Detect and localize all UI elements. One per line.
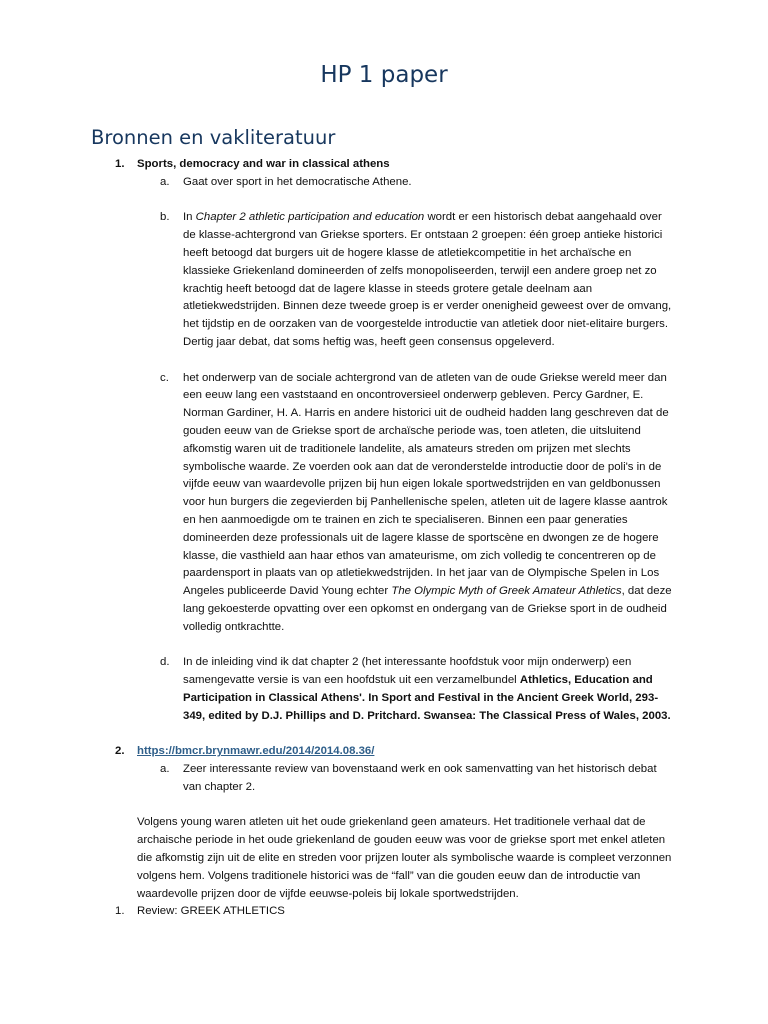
list-item-1 bbox=[0, 156, 768, 743]
book-title: The Olympic Myth of Greek Amateur Athletics bbox=[391, 585, 622, 598]
list-number: 1. bbox=[115, 905, 125, 918]
citation: Athletics, Education and Participation in Classical Athens'. In Sport and Festival in the Ancient Greek World, 293-349, edited by D.J. Phillips and D. Pritchard. Swansea: The Classical Press of Wales, 2003. bbox=[183, 674, 671, 722]
sub-letter: b. bbox=[160, 211, 170, 224]
sub-letter: a. bbox=[160, 175, 170, 188]
sub-text: Zeer interessante review van bovenstaand werk en ook samenvatting van het historisch debat van chapter 2. bbox=[183, 763, 657, 793]
sub-text: het onderwerp van de sociale achtergrond van de atleten van de oude Griekse wereld meer dan een eeuw lang een vaststaand en oncontroversieel onderwerp gebleven. Percy Gardner, E. Norman Gardiner, H. A. Harris en andere historici uit de oudheid hadden lang geschreven dat de gouden eeuw van de Griekse sport de archaïsche periode was, toen atleten, die uitsluitend afkomstig waren uit de traditionele landelite, als amateurs streden om prijzen met slechts symbolische waarde. Ze voerden ook aan dat de veronderstelde introductie door de poli's in de vijfde eeuw van waardevolle prijzen bij hun eigen lokale sportwedstrijden en van geldbonussen voor hun burgers die zegevierden bij Panhellenische spelen, atleten uit de lagere klasse aantrok en hen aanmoedigde om te trainen en zich te specialiseren. Binnen een paar generaties domineerden deze professionals uit de lagere klasse de sportscène en dwongen ze de hogere klasse, die vasthield aan haar ethos van amateurisme, om zich volledig te concentreren op de paardensport in plaats van op atletiekwedstrijden. In het jaar van de Olympische Spelen in Los Angeles publiceerde David Young echter The Olympic Myth of Greek Amateur Athletics, dat deze lang gekoesterde opvatting over een opkomst en ondergang van de Griekse sport in de oudheid volledig ontkrachtte. bbox=[183, 371, 672, 633]
summary-paragraph: Volgens young waren atleten uit het oude griekenland geen amateurs. Het traditionele verhaal dat de archaische periode in het oude griekenland de gouden eeuw was voor de griekse sport met enkel atleten die afkomstig zijn uit de elite en streden voor prijzen louter als symbolische waarde is compleet verzonnen volgens hem. Volgens traditionele historici was de “fall” van die gouden eeuw dan de introductie van waardevolle prijzen door de vijfde eeuwse-poleis bij lokale sportwedstrijden. bbox=[137, 816, 672, 900]
sub-letter: a. bbox=[160, 763, 170, 776]
sub-item-b bbox=[0, 209, 768, 351]
sub-item-d bbox=[0, 654, 768, 725]
list-item-2 bbox=[0, 743, 768, 903]
sub-text: In Chapter 2 athletic participation and education wordt er een historisch debat aangehaald over de klasse-achtergrond van Griekse sporters. Er ontstaan 2 groepen: één groep antieke historici heeft betoogd dat burgers uit de hogere klasse de atletiekcompetitie in het archaïsche en klassieke Griekenland domineerden of zelfs monopoliseerden, terwijl een andere groep net zo krachtig heeft betoogd dat de lagere klasse in steeds grotere getale deelnam aan atletiekwedstrijden. Binnen deze tweede groep is er verder onenigheid geweest over de omvang, het tijdstip en de oorzaken van de voorgestelde introductie van atletiek door niet-elitaire burgers. Dertig jaar debat, dat soms heftig was, heeft geen consensus opgeleverd. bbox=[183, 211, 672, 348]
sub-letter: d. bbox=[160, 656, 170, 669]
sub-letter: c. bbox=[160, 371, 169, 384]
source-title: Sports, democracy and war in classical athens bbox=[137, 158, 390, 170]
review-link[interactable]: https://bmcr.brynmawr.edu/2014/2014.08.36/ bbox=[137, 745, 375, 758]
sub-item-c bbox=[0, 370, 768, 637]
sub-text: Gaat over sport in het democratische Athene. bbox=[183, 175, 412, 188]
list-item-3 bbox=[0, 903, 768, 921]
review-title: Review: GREEK ATHLETICS bbox=[137, 905, 285, 918]
sub-text: In de inleiding vind ik dat chapter 2 (het interessante hoofdstuk voor mijn onderwerp) een samengevatte versie is van een hoofdstuk uit een verzamelbundel Athletics, Education and Participation in Classical Athens'. In Sport and Festival in the Ancient Greek World, 293-349, edited by D.J. Phillips and D. Pritchard. Swansea: The Classical Press of Wales, 2003. bbox=[183, 656, 671, 722]
section-heading: Bronnen en vakliteratuur bbox=[91, 126, 336, 149]
page-title: HP 1 paper bbox=[320, 62, 448, 88]
document-body bbox=[0, 156, 768, 921]
list-number: 1. bbox=[115, 158, 125, 170]
chapter-title: Chapter 2 athletic participation and education bbox=[195, 211, 425, 224]
list-number: 2. bbox=[115, 745, 125, 758]
sub-item-a bbox=[0, 761, 768, 797]
sub-item-a bbox=[0, 174, 768, 192]
